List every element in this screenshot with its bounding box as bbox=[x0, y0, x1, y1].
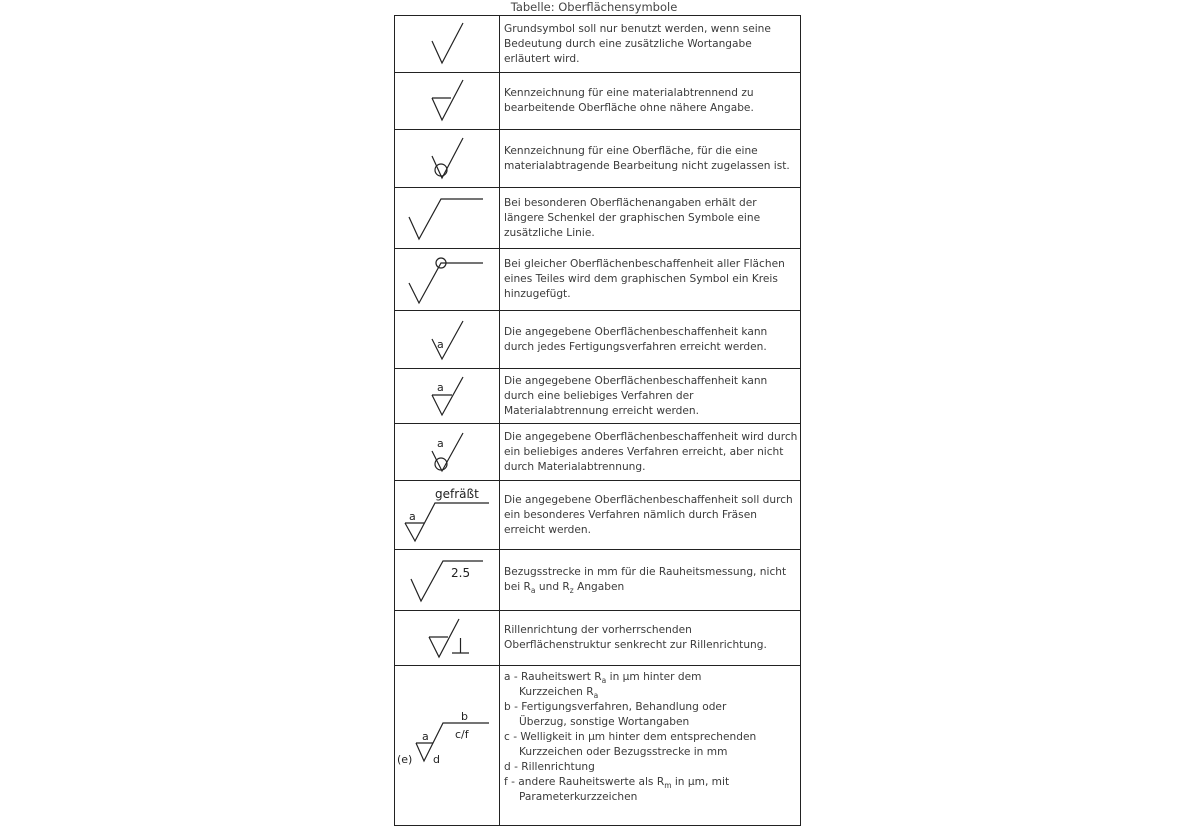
material-removal-symbol-icon bbox=[397, 76, 497, 126]
table-row bbox=[395, 481, 801, 550]
material-removal-a-symbol-icon bbox=[397, 371, 497, 421]
complete-symbol-icon bbox=[395, 711, 499, 781]
symbol-cell bbox=[395, 611, 500, 666]
description-cell: Die angegebene Oberflächenbeschaffenheit wird durch ein beliebiges anderes Verfahren erreicht, aber nicht durch Materialabtrennung. bbox=[500, 424, 801, 481]
lay-perpendicular-symbol-icon bbox=[397, 613, 497, 663]
symbol-cell bbox=[395, 666, 500, 826]
description-cell: Kennzeichnung für eine materialabtrennend zu bearbeitende Oberfläche ohne nähere Angabe. bbox=[500, 73, 801, 130]
symbol-label-e: (e) bbox=[397, 752, 413, 766]
symbol-label-a: a bbox=[437, 381, 444, 394]
description-cell: Kennzeichnung für eine Oberfläche, für die eine materialabtragende Bearbeitung nicht zugelassen ist. bbox=[500, 130, 801, 188]
symbol-label-a: a bbox=[437, 337, 444, 351]
symbol-label-a: a bbox=[437, 437, 444, 450]
legend-cell bbox=[500, 666, 801, 826]
legend-item-a: a - Rauheitswert $R_a$ in µm hinter dem bbox=[504, 671, 702, 685]
table-row bbox=[395, 311, 801, 369]
subscript: z bbox=[569, 586, 574, 595]
symbol-cell bbox=[395, 130, 500, 188]
table-row bbox=[395, 249, 801, 311]
table-row bbox=[395, 16, 801, 73]
symbol-label-d: d bbox=[433, 752, 440, 766]
description-cell bbox=[500, 550, 801, 611]
symbol-label-milled: gefräßt bbox=[435, 487, 479, 501]
description-cell: Die angegebene Oberflächenbeschaffenheit kann durch jedes Fertigungsverfahren erreicht werden. bbox=[500, 311, 801, 369]
symbol-cell bbox=[395, 249, 500, 311]
legend-item-f-cont: Parameterkurzzeichen bbox=[519, 791, 638, 803]
table-row bbox=[395, 666, 801, 826]
description-cell: Bei besonderen Oberflächenangaben erhält der längere Schenkel der graphischen Symbole eine zusätzliche Linie. bbox=[500, 188, 801, 249]
table-caption: Tabelle: Oberflächensymbole bbox=[510, 0, 678, 14]
description-cell: Grundsymbol soll nur benutzt werden, wenn seine Bedeutung durch eine zusätzliche Wortangabe erläutert wird. bbox=[500, 16, 801, 73]
table-row bbox=[395, 550, 801, 611]
no-material-removal-symbol-icon bbox=[397, 134, 497, 184]
table-row bbox=[395, 73, 801, 130]
symbol-cell bbox=[395, 369, 500, 424]
desc-text: Bezugsstrecke in mm für die Rauheitsmessung, nicht bei R bbox=[504, 566, 787, 593]
legend-item-d: d - Rillenrichtung bbox=[504, 761, 595, 773]
description-cell: Die angegebene Oberflächenbeschaffenheit kann durch eine beliebiges Verfahren der Materialabtrennung erreicht werden. bbox=[500, 369, 801, 424]
symbol-cell bbox=[395, 188, 500, 249]
milled-symbol-icon bbox=[397, 483, 497, 547]
legend-item-c: c - Welligkeit in µm hinter dem entsprechenden bbox=[504, 731, 757, 743]
symbol-label-a: a bbox=[422, 729, 429, 743]
description-cell: Die angegebene Oberflächenbeschaffenheit soll durch ein besonderes Verfahren nämlich durch Fräsen erreicht werden. bbox=[500, 481, 801, 550]
table-row bbox=[395, 424, 801, 481]
symbol-cell bbox=[395, 311, 500, 369]
table-row bbox=[395, 130, 801, 188]
symbol-label-b: b bbox=[461, 710, 468, 723]
symbol-label-length: 2.5 bbox=[451, 566, 471, 580]
legend-item-b-cont: Überzug, sonstige Wortangaben bbox=[519, 716, 690, 728]
description-cell: Bei gleicher Oberflächenbeschaffenheit aller Flächen eines Teiles wird dem graphischen Symbol ein Kreis hinzugefügt. bbox=[500, 249, 801, 311]
subscript: a bbox=[530, 586, 536, 595]
legend-item-c-cont: Kurzzeichen oder Bezugsstrecke in mm bbox=[519, 746, 728, 758]
legend-item-a-cont: Kurzzeichen $R_a$ bbox=[519, 686, 599, 700]
symbol-label-cf: c/f bbox=[455, 727, 469, 741]
table-row bbox=[395, 188, 801, 249]
description-cell: Rillenrichtung der vorherrschenden Oberflächenstruktur senkrecht zur Rillenrichtung. bbox=[500, 611, 801, 666]
symbol-label-a: a bbox=[409, 510, 416, 523]
extended-symbol-icon bbox=[397, 191, 497, 245]
symbol-cell bbox=[395, 481, 500, 550]
desc-text: und R bbox=[535, 581, 570, 593]
surface-symbols-table bbox=[394, 15, 801, 826]
symbol-cell bbox=[395, 73, 500, 130]
symbol-cell bbox=[395, 16, 500, 73]
legend-item-b: b - Fertigungsverfahren, Behandlung oder bbox=[504, 701, 727, 713]
sampling-length-symbol-icon bbox=[397, 553, 497, 607]
symbol-cell bbox=[395, 550, 500, 611]
all-around-symbol-icon bbox=[397, 253, 497, 307]
basic-symbol-icon bbox=[397, 19, 497, 69]
legend-item-f: f - andere Rauheitswerte als $R_m$ in µm, mit bbox=[504, 776, 730, 790]
desc-text: Angaben bbox=[573, 581, 625, 593]
table-row bbox=[395, 611, 801, 666]
table-row bbox=[395, 369, 801, 424]
symbol-cell bbox=[395, 424, 500, 481]
any-process-symbol-icon bbox=[397, 315, 497, 365]
no-removal-a-symbol-icon bbox=[397, 427, 497, 477]
